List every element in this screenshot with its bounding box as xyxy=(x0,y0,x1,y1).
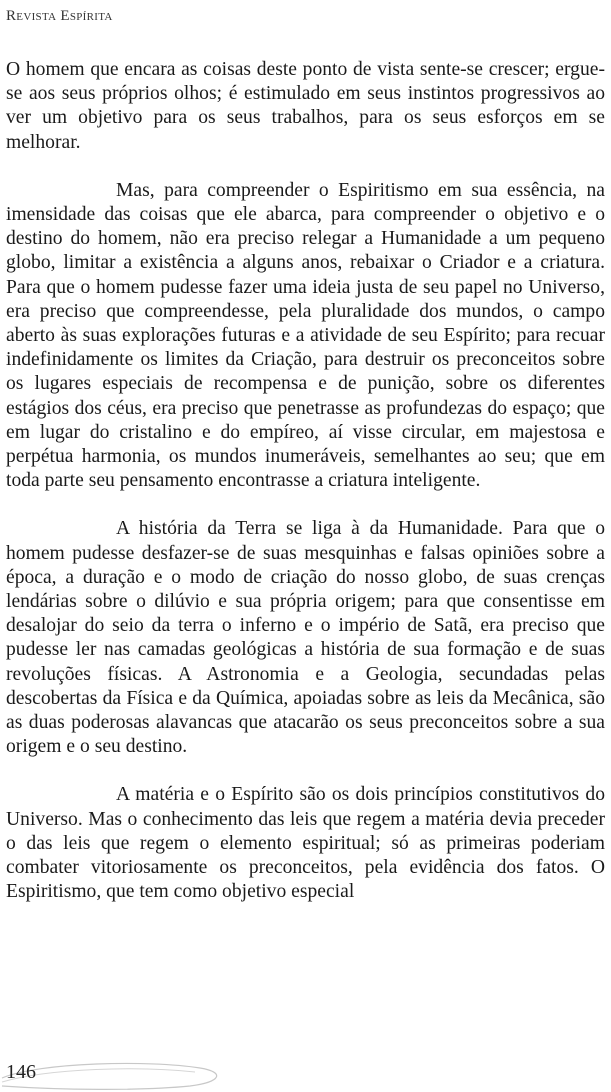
main-text xyxy=(6,58,605,929)
paragraph-3: A história da Terra se liga à da Humanidade. Para que o homem pudesse desfazer-se de suas mesquinhas e falsas opiniões sobre a época, a duração e o modo de criação do nosso globo, de suas crenças lendárias sobre o dilúvio e sua própria origem; para que consentisse em desalojar do seio da terra o inferno e o império de Satã, era preciso que pudesse ler nas camadas geológicas a história de sua formação e de suas revoluções físicas. A Astronomia e a Geologia, secundadas pelas descobertas da Física e da Química, apoiadas sobre as leis da Mecânica, são as duas poderosas alavancas que atacarão os seus preconceitos sobre a sua origem e o seu destino. xyxy=(6,518,605,758)
page-number: 146 xyxy=(6,1061,36,1083)
running-header: Revista Espírita xyxy=(6,8,113,24)
paragraph-4: A matéria e o Espírito são os dois princípios constitutivos do Universo. Mas o conhecimento das leis que regem a matéria devia preceder o das leis que regem o elemento espiritual; só as primeiras poderiam combater vitoriosamente os preconceitos, pela evidência dos fatos. O Espiritismo, que tem como objetivo especial xyxy=(6,784,605,903)
paragraph-1: O homem que encara as coisas deste ponto de vista sente-se crescer; ergue-se aos seus próprios olhos; é estimulado em seus instintos progressivos ao ver um objetivo para os seus trabalhos, para os seus esforços em se melhorar. xyxy=(6,59,605,153)
paragraph-2: Mas, para compreender o Espiritismo em sua essência, na imensidade das coisas que ele abarca, para compreender o objetivo e o destino do homem, não era preciso relegar a Humanidade a um pequeno globo, limitar a existência a alguns anos, rebaixar o Criador e a criatura. Para que o homem pudesse fazer uma ideia justa de seu papel no Universo, era preciso que compreendesse, pela pluralidade dos mundos, o campo aberto às suas explorações futuras e a atividade de seu Espírito; para recuar indefinidamente os limites da Criação, para destruir os preconceitos sobre os lugares especiais de recompensa e de punição, sobre os diferentes estágios dos céus, era preciso que penetrasse as profundezas do espaço; que em lugar do cristalino e do empíreo, aí visse circular, em majestosa e perpétua harmonia, os mundos inumeráveis, semelhantes ao seu; que em toda parte seu pensamento encontrasse a criatura inteligente. xyxy=(6,179,605,492)
